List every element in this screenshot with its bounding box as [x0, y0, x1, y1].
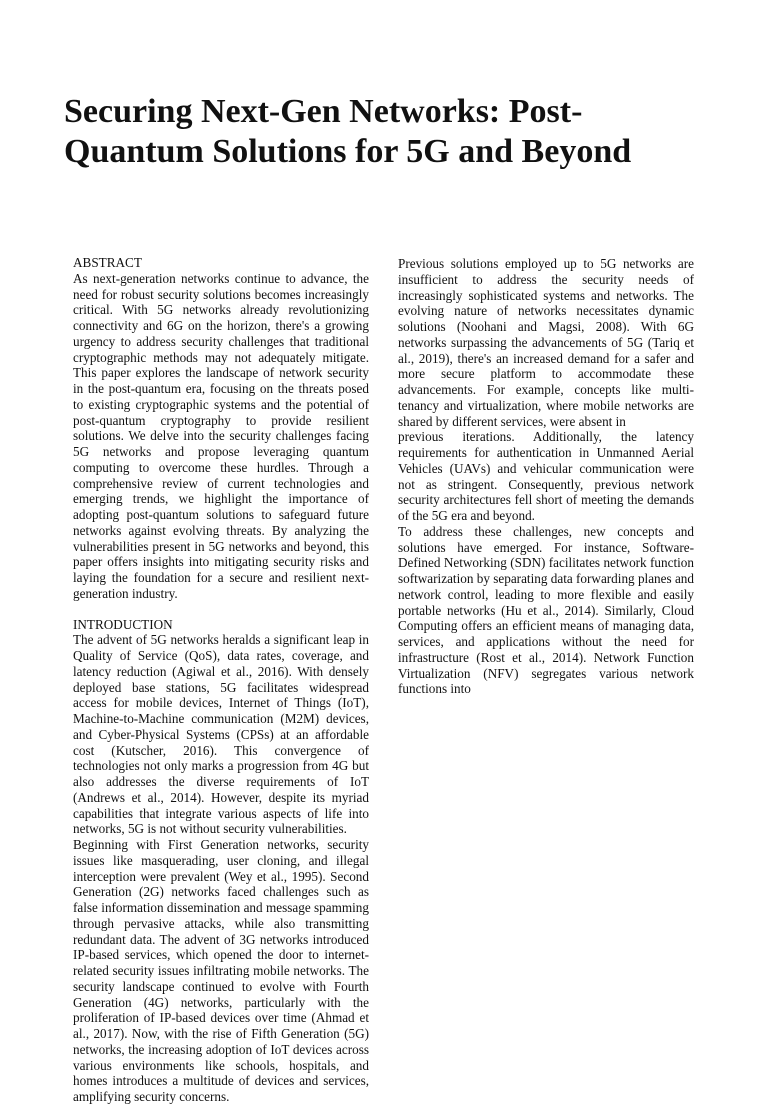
introduction-paragraph-5: To address these challenges, new concepts and solutions have emerged. For instance, Software-Defined Networking (SDN) facilitates network function softwarization by separating data forwarding planes and network control, leading to more flexible and easily portable networks (Hu et al., 2014). Similarly, Cloud Computing offers an efficient means of managing data, services, and applications without the need for infrastructure (Rost et al., 2014). Network Function Virtualization (NFV) segregates various network functions into: [398, 523, 694, 697]
introduction-paragraph-2: Beginning with First Generation networks, security issues like masquerading, user cloning, and illegal interception were prevalent (Wey et al., 1995). Second Generation (2G) networks faced challenges such as false information dissemination and message spamming through pervasive attacks, while also transmitting redundant data. The advent of 3G networks introduced IP-based services, which opened the door to internet-related security issues infiltrating mobile networks. The security landscape continued to evolve with Fourth Generation (4G) networks, particularly with the proliferation of IP-based devices over time (Ahmad et al., 2017). Now, with the rise of Fifth Generation (5G) networks, the increasing adoption of IoT devices across various environments like schools, hospitals, and homes introduces a multitude of devices and services, amplifying security concerns.: [73, 837, 369, 1104]
paper-title: Securing Next-Gen Networks: Post-Quantum Solutions for 5G and Beyond: [64, 93, 632, 170]
section-gap: [73, 602, 369, 617]
introduction-paragraph-3: Previous solutions employed up to 5G networks are insufficient to address the security needs of increasingly sophisticated systems and networks. The evolving nature of networks necessitates dynamic solutions (Noohani and Magsi, 2008). With 6G networks surpassing the advancements of 5G (Tariq et al., 2019), there's an increased demand for a safer and more secure platform to accommodate these advancements. For example, concepts like multi-tenancy and virtualization, where mobile networks are shared by different services, were absent in: [398, 256, 694, 429]
introduction-paragraph-4: previous iterations. Additionally, the latency requirements for authentication in Unmanned Aerial Vehicles (UAVs) and vehicular communication were not as stringent. Consequently, previous network security architectures fell short of meeting the demands of the 5G era and beyond.: [398, 429, 694, 523]
introduction-paragraph-1: The advent of 5G networks heralds a significant leap in Quality of Service (QoS), data rates, coverage, and latency reduction (Agiwal et al., 2016). With densely deployed base stations, 5G facilitates widespread access for mobile devices, Internet of Things (IoT), Machine-to-Machine communication (M2M) devices, and Cyber-Physical Systems (CPSs) at an affordable cost (Kutscher, 2016). This convergence of technologies not only marks a progression from 4G but also addresses the diverse requirements of IoT (Andrews et al., 2014). However, despite its myriad capabilities that integrate various aspects of life into networks, 5G is not without security vulnerabilities.: [73, 632, 369, 837]
left-column: [73, 255, 369, 1105]
introduction-heading: INTRODUCTION: [73, 616, 173, 632]
right-column: [398, 256, 694, 697]
abstract-heading: ABSTRACT: [73, 255, 142, 270]
abstract-text: As next-generation networks continue to advance, the need for robust security solutions becomes increasingly critical. With 5G networks already revolutionizing connectivity and 6G on the horizon, there's a growing urgency to address security challenges that traditional cryptographic methods may not adequately mitigate. This paper explores the landscape of network security in the post-quantum era, focusing on the threats posed to existing cryptographic systems and the potential of post-quantum cryptography to provide resilient solutions. We delve into the security challenges facing 5G networks and propose leveraging quantum computing to overcome these hurdles. Through a comprehensive review of current technologies and emerging trends, we highlight the importance of adopting post-quantum solutions to safeguard future networks against evolving threats. By analyzing the vulnerabilities present in 5G networks and beyond, this paper offers insights into mitigating security risks and laying the foundation for a secure and resilient next-generation industry.: [73, 270, 369, 601]
